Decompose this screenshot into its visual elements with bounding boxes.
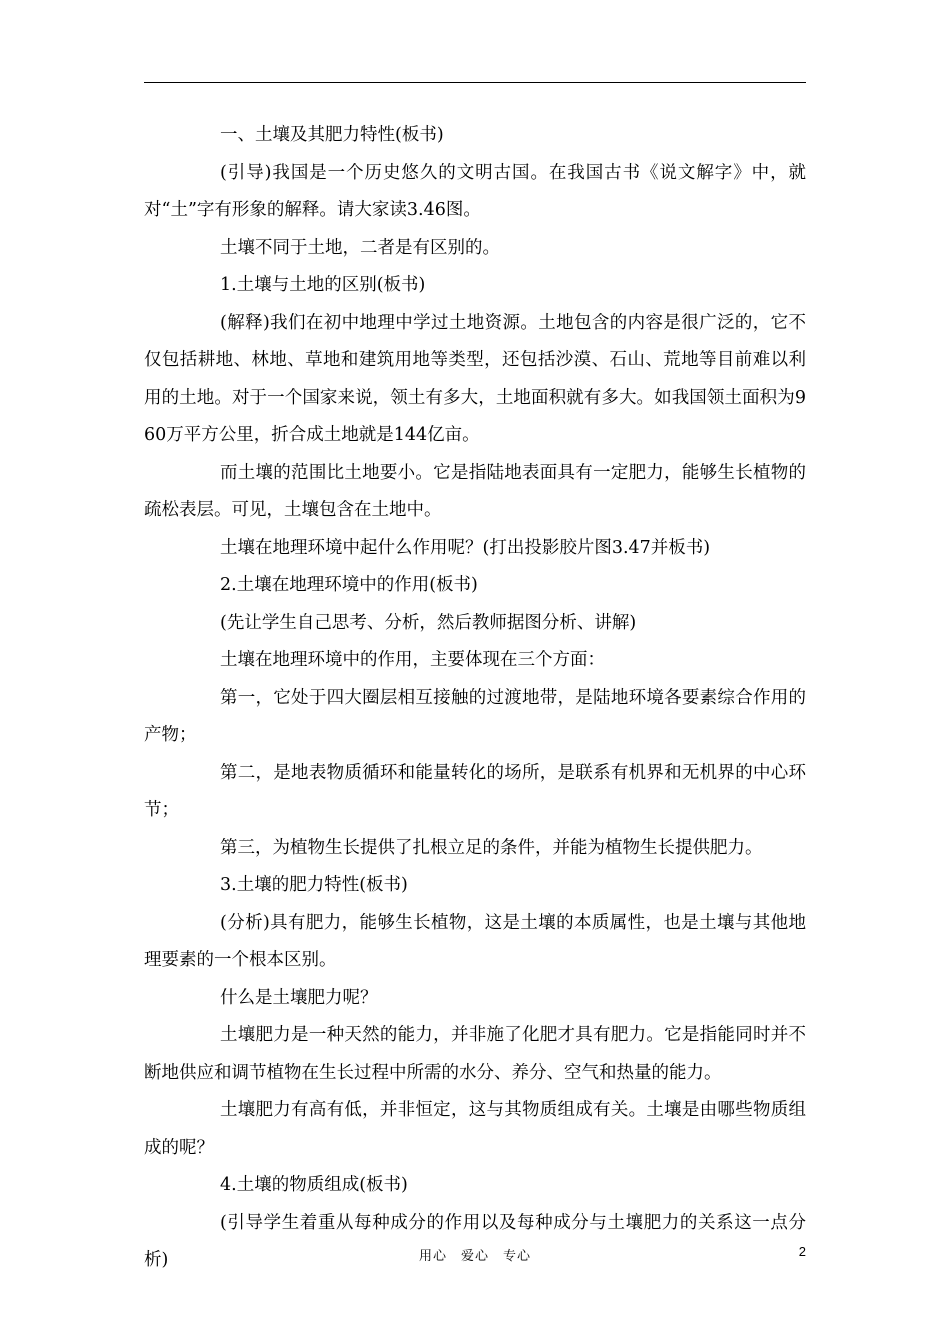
footer-motto: 用心 爱心 专心 xyxy=(418,1249,531,1264)
paragraph-first: 第一，它处于四大圈层相互接触的过渡地带，是陆地环境各要素综合作用的产物； xyxy=(144,687,806,745)
paragraph-difference: 土壤不同于土地，二者是有区别的。 xyxy=(220,237,500,258)
heading-soil-fertility: 一、土壤及其肥力特性(板书) xyxy=(220,125,444,145)
paragraph-explain-land: (解释)我们在初中地理中学过土地资源。土地包含的内容是很广泛的，它不仅包括耕地、林地、草地和建筑用地等类型，还包括沙漠、石山、荒地等目前难以利用的土地。对于一个国家来说，领土有多大，土地面积就有多大。如我国领土面积为960万平方公里，折合成土地就是144亿亩。 xyxy=(144,312,806,445)
paragraph-guide: (引导学生着重从每种成分的作用以及每种成分与土壤肥力的关系这一点分析) xyxy=(144,1212,806,1270)
paragraph-think: (先让学生自己思考、分析，然后教师据图分析、讲解) xyxy=(220,612,637,633)
paragraph-intro: (引导)我国是一个历史悠久的文明古国。在我国古书《说文解字》中，就对“土”字有形象的解释。请大家读3.46图。 xyxy=(144,162,806,220)
subheading-2: 2.土壤在地理环境中的作用(板书) xyxy=(220,575,478,595)
paragraph-analysis: (分析)具有肥力，能够生长植物，这是土壤的本质属性，也是土壤与其他地理要素的一个根本区别。 xyxy=(144,912,806,970)
paragraph-question-role: 土壤在地理环境中起什么作用呢？(打出投影胶片图3.47并板书) xyxy=(220,537,711,558)
document-body xyxy=(144,117,806,1280)
subheading-4: 4.土壤的物质组成(板书) xyxy=(220,1175,408,1195)
paragraph-soil-scope: 而土壤的范围比土地要小。它是指陆地表面具有一定肥力，能够生长植物的疏松表层。可见，土壤包含在土地中。 xyxy=(144,462,806,520)
paragraph-question-fertility: 什么是土壤肥力呢？ xyxy=(220,987,378,1008)
subheading-1: 1.土壤与土地的区别(板书) xyxy=(220,275,426,295)
paragraph-three-aspects: 土壤在地理环境中的作用，主要体现在三个方面： xyxy=(220,650,605,670)
subheading-3: 3.土壤的肥力特性(板书) xyxy=(220,875,408,895)
header-rule xyxy=(144,82,806,83)
paragraph-second: 第二，是地表物质循环和能量转化的场所，是联系有机界和无机界的中心环节； xyxy=(144,762,806,820)
page-number: 2 xyxy=(798,1244,806,1259)
paragraph-third: 第三，为植物生长提供了扎根立足的条件，并能为植物生长提供肥力。 xyxy=(220,837,763,858)
paragraph-fertility-level: 土壤肥力有高有低，并非恒定，这与其物质组成有关。土壤是由哪些物质组成的呢？ xyxy=(144,1100,806,1158)
paragraph-fertility-definition: 土壤肥力是一种天然的能力，并非施了化肥才具有肥力。它是指能同时并不断地供应和调节植物在生长过程中所需的水分、养分、空气和热量的能力。 xyxy=(144,1025,806,1083)
